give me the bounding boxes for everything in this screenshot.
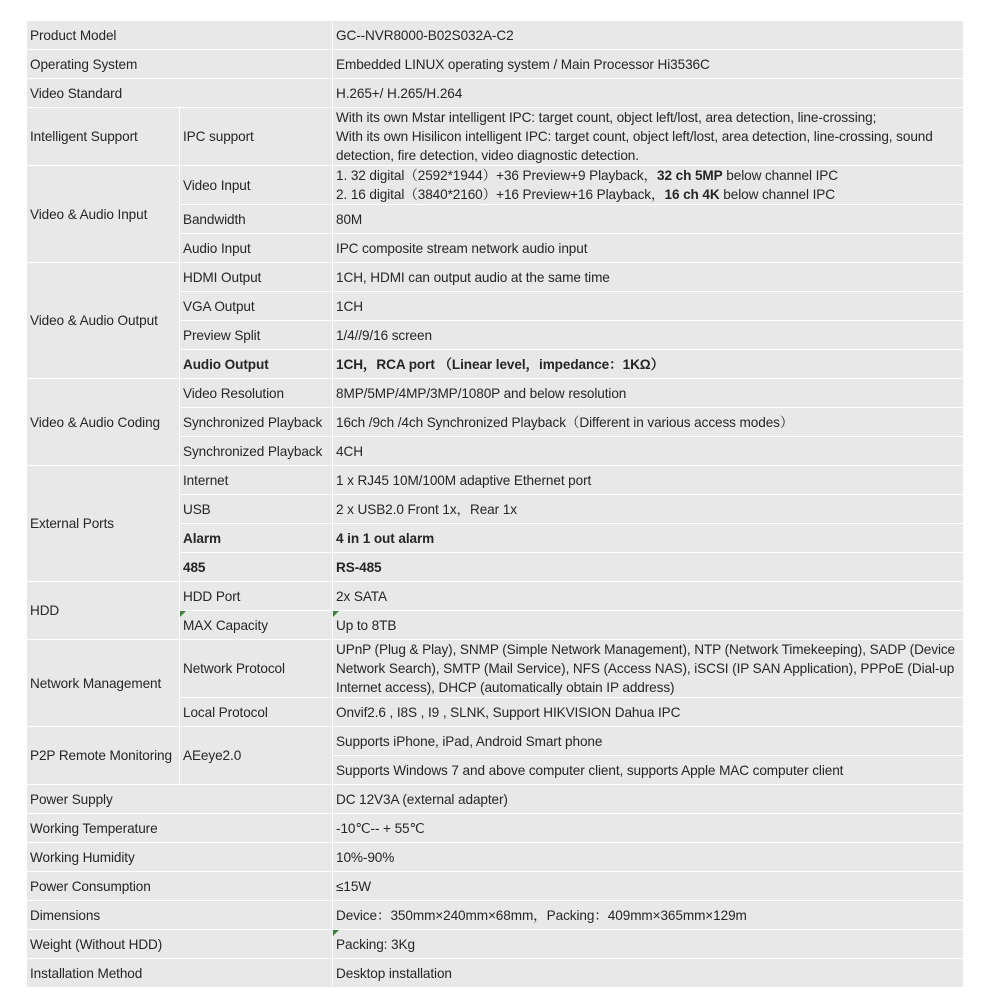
bandwidth-label: Bandwidth: [180, 205, 333, 233]
external-ports-label: External Ports: [27, 466, 180, 581]
audio-output-value: 1CH，RCA port （Linear level，impedance：1KΩ）: [333, 350, 963, 378]
table-row: [27, 379, 963, 407]
hdd-port-value: 2x SATA: [333, 582, 963, 610]
product-model-label: Product Model: [27, 21, 333, 49]
internet-label: Internet: [180, 466, 333, 494]
video-standard-label: Video Standard: [27, 79, 333, 107]
table-row: [27, 872, 963, 900]
table-row: [27, 108, 963, 165]
table-row: [27, 166, 963, 204]
os-value: Embedded LINUX operating system / Main Processor Hi3536C: [333, 50, 963, 78]
table-row: [27, 263, 963, 291]
local-protocol-value: Onvif2.6 , I8S , I9 , SLNK, Support HIKVISION Dahua IPC: [333, 698, 963, 726]
local-protocol-label: Local Protocol: [180, 698, 333, 726]
max-capacity-value: Up to 8TB: [333, 611, 963, 639]
video-resolution-label: Video Resolution: [180, 379, 333, 407]
installation-method-value: Desktop installation: [333, 959, 963, 987]
table-row: [27, 727, 963, 755]
video-input-line1-text: 1. 32 digital（2592*1944）+36 Preview+9 Playback，: [336, 168, 658, 183]
table-row: [27, 843, 963, 871]
vga-output-value: 1CH: [333, 292, 963, 320]
hdmi-output-label: HDMI Output: [180, 263, 333, 291]
usb-label: USB: [180, 495, 333, 523]
preview-split-value: 1/4//9/16 screen: [333, 321, 963, 349]
ipc-support-line2: With its own Hisilicon intelligent IPC: target count, object left/lost, area detection, line-crossing, sound detection, fire detection, video diagnostic detection.: [336, 129, 933, 163]
sync-playback-value-2: 4CH: [333, 437, 963, 465]
table-row: [27, 79, 963, 107]
vga-output-label: VGA Output: [180, 292, 333, 320]
table-row: [27, 901, 963, 929]
table-row: [27, 640, 963, 697]
va-input-label: Video & Audio Input: [27, 166, 180, 262]
video-input-line2-text: 2. 16 digital（3840*2160）+16 Preview+16 Playback，: [336, 187, 665, 202]
alarm-label: Alarm: [180, 524, 333, 552]
bandwidth-value: 80M: [333, 205, 963, 233]
hdmi-output-value: 1CH, HDMI can output audio at the same time: [333, 263, 963, 291]
ipc-support-label: IPC support: [180, 108, 333, 165]
working-temperature-label: Working Temperature: [27, 814, 333, 842]
audio-output-label: Audio Output: [180, 350, 333, 378]
video-input-line2-bold: 16 ch 4K: [664, 187, 720, 202]
power-supply-label: Power Supply: [27, 785, 333, 813]
audio-input-label: Audio Input: [180, 234, 333, 262]
weight-label: Weight (Without HDD): [27, 930, 333, 958]
table-row: [27, 466, 963, 494]
sync-playback-label: Synchronized Playback: [180, 408, 333, 436]
video-input-line1-tail: below channel IPC: [722, 168, 838, 183]
weight-value: Packing: 3Kg: [333, 930, 963, 958]
table-row: [27, 50, 963, 78]
table-row: [27, 959, 963, 987]
rs485-label: 485: [180, 553, 333, 581]
intelligent-support-label: Intelligent Support: [27, 108, 180, 165]
hdd-port-label: HDD Port: [180, 582, 333, 610]
sync-playback-label-2: Synchronized Playback: [180, 437, 333, 465]
power-consumption-value: ≤15W: [333, 872, 963, 900]
dimensions-value: Device：350mm×240mm×68mm，Packing：409mm×365mm×129m: [333, 901, 963, 929]
product-model-value: GC--NVR8000-B02S032A-C2: [333, 21, 963, 49]
ipc-support-value: [333, 108, 963, 165]
video-input-value: [333, 166, 963, 204]
internet-value: 1 x RJ45 10M/100M adaptive Ethernet port: [333, 466, 963, 494]
max-capacity-label: MAX Capacity: [180, 611, 333, 639]
va-coding-label: Video & Audio Coding: [27, 379, 180, 465]
usb-value: 2 x USB2.0 Front 1x，Rear 1x: [333, 495, 963, 523]
power-consumption-label: Power Consumption: [27, 872, 333, 900]
ipc-support-line1: With its own Mstar intelligent IPC: target count, object left/lost, area detection, line-crossing;: [336, 110, 877, 125]
table-row: [27, 582, 963, 610]
table-row: [27, 814, 963, 842]
video-input-line2-tail: below channel IPC: [719, 187, 835, 202]
video-input-line1: [336, 166, 960, 185]
network-management-label: Network Management: [27, 640, 180, 726]
sync-playback-value: 16ch /9ch /4ch Synchronized Playback（Different in various access modes）: [333, 408, 963, 436]
working-humidity-label: Working Humidity: [27, 843, 333, 871]
dimensions-label: Dimensions: [27, 901, 333, 929]
working-temperature-value: -10℃-- + 55℃: [333, 814, 963, 842]
preview-split-label: Preview Split: [180, 321, 333, 349]
audio-input-value: IPC composite stream network audio input: [333, 234, 963, 262]
network-protocol-label: Network Protocol: [180, 640, 333, 697]
spec-table: [27, 20, 963, 988]
p2p-value-1: Supports iPhone, iPad, Android Smart phone: [333, 727, 963, 755]
video-input-line2: [336, 185, 960, 204]
video-standard-value: H.265+/ H.265/H.264: [333, 79, 963, 107]
alarm-value: 4 in 1 out alarm: [333, 524, 963, 552]
p2p-value-2: Supports Windows 7 and above computer client, supports Apple MAC computer client: [333, 756, 963, 784]
working-humidity-value: 10%-90%: [333, 843, 963, 871]
table-row: [27, 930, 963, 958]
aeeye-label: AEeye2.0: [180, 727, 333, 784]
va-output-label: Video & Audio Output: [27, 263, 180, 378]
p2p-label: P2P Remote Monitoring: [27, 727, 180, 784]
network-protocol-value: UPnP (Plug & Play), SNMP (Simple Network Management), NTP (Network Timekeeping), SADP (Device Network Search), SMTP (Mail Service), NFS (Access NAS), iSCSI (IP SAN Application), PPPoE (Dial-up Internet access), DHCP (automatically obtain IP address): [333, 640, 963, 697]
table-row: [27, 785, 963, 813]
os-label: Operating System: [27, 50, 333, 78]
power-supply-value: DC 12V3A (external adapter): [333, 785, 963, 813]
installation-method-label: Installation Method: [27, 959, 333, 987]
hdd-label: HDD: [27, 582, 180, 639]
video-input-label: Video Input: [180, 166, 333, 204]
video-input-line1-bold: 32 ch 5MP: [657, 168, 723, 183]
video-resolution-value: 8MP/5MP/4MP/3MP/1080P and below resolution: [333, 379, 963, 407]
table-row: [27, 21, 963, 49]
rs485-value: RS-485: [333, 553, 963, 581]
